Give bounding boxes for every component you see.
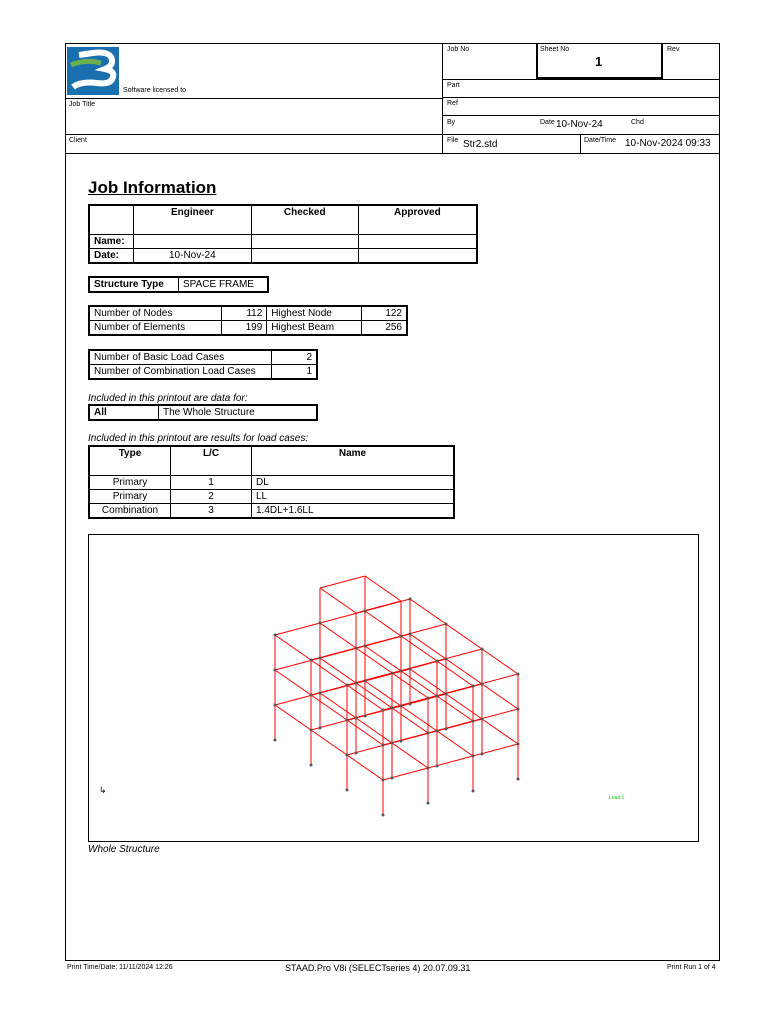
frame-node [274, 634, 277, 637]
frame-node [364, 645, 367, 648]
frame-member [392, 661, 437, 673]
row-lc: 2 [171, 490, 252, 504]
frame-node [517, 673, 520, 676]
frame-node [391, 707, 394, 710]
nodes-value: 112 [222, 306, 267, 321]
frame-node [436, 765, 439, 768]
data-caption: Included in this printout are data for: [88, 393, 248, 404]
frame-member [401, 624, 446, 636]
highest-beam-value: 256 [362, 321, 408, 336]
checked-date [251, 249, 358, 264]
structure-figure [88, 534, 699, 842]
frame-member [437, 649, 482, 661]
frame-member [473, 744, 518, 756]
divider [580, 134, 581, 153]
counts-table [88, 305, 408, 336]
approved-header: Approved [358, 205, 477, 235]
part-label: Part [447, 82, 460, 89]
frame-node [355, 682, 358, 685]
printout-data-table [88, 404, 318, 421]
frame-node [391, 742, 394, 745]
frame-node [310, 764, 313, 767]
frame-node [382, 744, 385, 747]
row-name: 1.4DL+1.6LL [252, 504, 455, 519]
frame-member [428, 721, 473, 733]
frame-member [320, 576, 365, 588]
approval-table [88, 204, 478, 264]
frame-node [400, 635, 403, 638]
frame-node [427, 802, 430, 805]
frame-node [445, 623, 448, 626]
print-run: Print Run 1 of 4 [667, 964, 716, 971]
frame-member [428, 686, 473, 698]
frame-node [382, 779, 385, 782]
frame-member [437, 731, 473, 756]
licensed-to-label: Software licensed to [123, 87, 187, 94]
frame-member [428, 756, 473, 768]
frame-node [409, 598, 412, 601]
structure-type-value: SPACE FRAME [179, 277, 269, 292]
sheet-no-label: Sheet No [540, 46, 570, 53]
frame-node [436, 695, 439, 698]
row-lc: 3 [171, 504, 252, 519]
frame-member [473, 674, 518, 686]
frame-node [517, 743, 520, 746]
frame-node [409, 633, 412, 636]
frame-node [400, 670, 403, 673]
frame-node [364, 680, 367, 683]
all-label: All [89, 405, 159, 420]
divider [442, 115, 720, 116]
frame-node [481, 648, 484, 651]
frame-node [427, 732, 430, 735]
all-value: The Whole Structure [159, 405, 318, 420]
frame-node [472, 755, 475, 758]
bentley-logo-icon [67, 47, 119, 95]
frame-member [410, 599, 446, 624]
checked-name [251, 235, 358, 249]
job-title-label: Job Title [69, 101, 96, 108]
frame-node [427, 767, 430, 770]
divider [65, 134, 442, 135]
frame-node [319, 692, 322, 695]
highest-node-label: Highest Node [267, 306, 362, 321]
frame-member [356, 636, 401, 648]
frame-node [481, 718, 484, 721]
frame-node [310, 729, 313, 732]
frame-node [472, 720, 475, 723]
frame-member [473, 709, 518, 721]
frame-node [445, 728, 448, 731]
frame-node [481, 753, 484, 756]
frame-node [310, 694, 313, 697]
sheet-no-value: 1 [595, 54, 603, 69]
file-value: Str2.std [463, 139, 498, 150]
frame-member [275, 623, 320, 635]
frame-node [346, 719, 349, 722]
frame-member [383, 733, 428, 745]
frame-member [365, 611, 401, 636]
frame-member [320, 623, 356, 648]
frame-member [311, 648, 356, 660]
frame-node [355, 752, 358, 755]
frame-node [436, 730, 439, 733]
row-type: Combination [89, 504, 171, 519]
divider [65, 153, 720, 154]
frame-node [346, 789, 349, 792]
frame-node [274, 704, 277, 707]
approved-date [358, 249, 477, 264]
rev-label: Rev [667, 46, 680, 53]
by-label: By [447, 119, 456, 126]
load-cases-table [88, 349, 318, 380]
results-caption: Included in this printout are results for load cases: [88, 433, 309, 444]
table-row [89, 490, 454, 504]
frame-member [320, 588, 356, 613]
frame-node [391, 672, 394, 675]
frame-node [319, 622, 322, 625]
figure-caption: Whole Structure [88, 844, 160, 855]
frame-node [400, 740, 403, 743]
date-value: 10-Nov-24 [556, 119, 603, 130]
frame-member [347, 755, 383, 780]
engineer-date: 10-Nov-24 [134, 249, 252, 264]
frame-node [472, 685, 475, 688]
frame-node [364, 610, 367, 613]
frame-node [274, 669, 277, 672]
type-header: Type [89, 446, 171, 476]
print-time: Print Time/Date: 11/11/2024 12:26 [67, 964, 173, 971]
date-row-label: Date: [89, 249, 134, 264]
frame-member [482, 684, 518, 709]
engineer-header: Engineer [134, 205, 252, 235]
frame-member [446, 624, 482, 649]
structure-type-label: Structure Type [89, 277, 179, 292]
frame-member [383, 698, 428, 710]
frame-member [347, 673, 392, 685]
row-lc: 1 [171, 476, 252, 490]
job-no-label: Job No [447, 46, 470, 53]
frame-node [355, 647, 358, 650]
basic-load-value: 2 [272, 350, 318, 365]
frame-member [275, 670, 311, 695]
frame-member [275, 705, 311, 730]
table-row [89, 476, 454, 490]
file-label: File [447, 137, 459, 144]
row-name: DL [252, 476, 455, 490]
name-label: Name: [89, 235, 134, 249]
divider [442, 43, 443, 153]
frame-node [310, 659, 313, 662]
highest-beam-label: Highest Beam [267, 321, 362, 336]
chd-label: Chd [631, 119, 644, 126]
structure-type-table [88, 276, 269, 293]
divider [65, 98, 442, 99]
frame-member [392, 743, 428, 768]
elements-label: Number of Elements [89, 321, 222, 336]
divider [442, 97, 720, 98]
load-label: Load 1 [609, 795, 625, 801]
row-name: LL [252, 490, 455, 504]
frame-member [275, 635, 311, 660]
engineer-name [134, 235, 252, 249]
frame-member [365, 576, 401, 601]
frame-member [482, 719, 518, 744]
job-info-title: Job Information [88, 178, 217, 197]
divider [442, 134, 720, 135]
frame-node [517, 778, 520, 781]
frame-node [409, 668, 412, 671]
combo-load-label: Number of Combination Load Cases [89, 365, 272, 380]
row-type: Primary [89, 476, 171, 490]
axis-icon: ↳ [99, 785, 107, 795]
table-row [89, 504, 454, 519]
load-case-results-table [88, 445, 455, 519]
frame-node [427, 697, 430, 700]
frame-node [364, 715, 367, 718]
frame-member [383, 768, 428, 780]
highest-node-value: 122 [362, 306, 408, 321]
datetime-value: 10-Nov-2024 09:33 [625, 138, 711, 149]
frame-member [356, 601, 401, 613]
frame-node [382, 814, 385, 817]
frame-node [445, 658, 448, 661]
frame-node [274, 739, 277, 742]
approved-name [358, 235, 477, 249]
combo-load-value: 1 [272, 365, 318, 380]
frame-node [409, 703, 412, 706]
lc-header: L/C [171, 446, 252, 476]
ref-label: Ref [447, 100, 458, 107]
frame-member [311, 730, 347, 755]
frame-node [400, 705, 403, 708]
datetime-label: Date/Time [584, 137, 617, 144]
frame-member [482, 649, 518, 674]
frame-node [319, 727, 322, 730]
frame-node [436, 660, 439, 663]
frame-node [391, 777, 394, 780]
frame-node [319, 657, 322, 660]
client-label: Client [69, 137, 87, 144]
date-label: Date [540, 119, 555, 126]
frame-node [481, 683, 484, 686]
frame-node [445, 693, 448, 696]
frame-node [346, 754, 349, 757]
frame-node [382, 709, 385, 712]
basic-load-label: Number of Basic Load Cases [89, 350, 272, 365]
frame-node [472, 790, 475, 793]
frame-node [346, 684, 349, 687]
row-type: Primary [89, 490, 171, 504]
space-frame-drawing [89, 535, 698, 841]
divider [442, 79, 720, 80]
elements-value: 199 [222, 321, 267, 336]
frame-node [355, 717, 358, 720]
checked-header: Checked [251, 205, 358, 235]
frame-node [517, 708, 520, 711]
name-header: Name [252, 446, 455, 476]
blank-cell [89, 205, 134, 235]
software-version: STAAD.Pro V8i (SELECTseries 4) 20.07.09.31 [285, 963, 471, 973]
nodes-label: Number of Nodes [89, 306, 222, 321]
